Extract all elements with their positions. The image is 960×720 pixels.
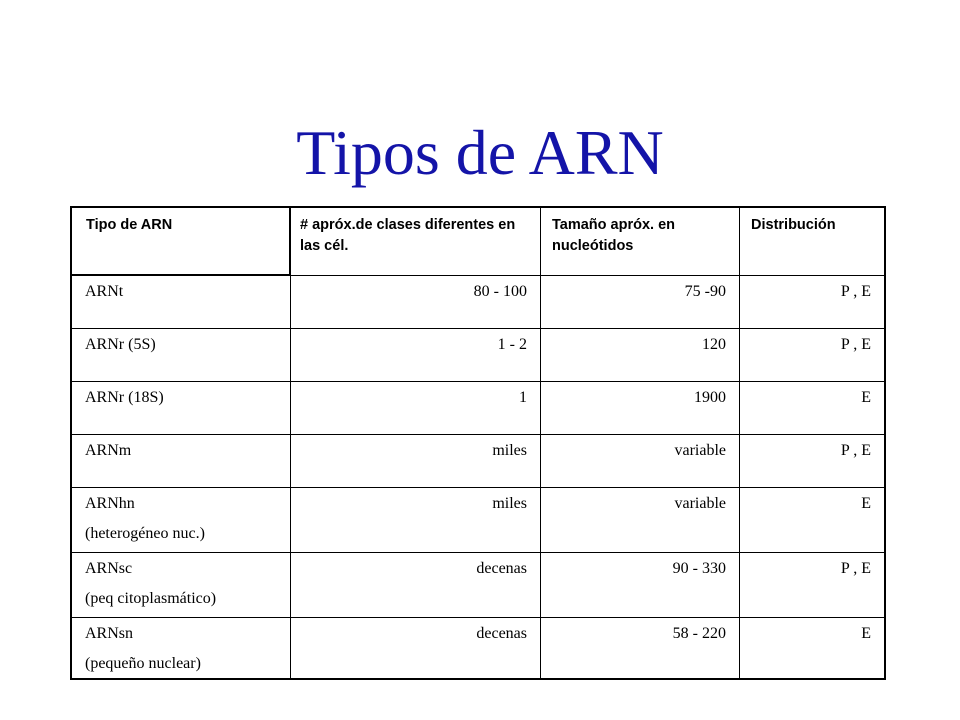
cell-tamano: 120 — [541, 329, 740, 382]
cell-tamano: variable — [541, 488, 740, 553]
cell-tamano: variable — [541, 435, 740, 488]
cell-distribucion: E — [740, 382, 884, 435]
cell-tamano: 58 - 220 — [541, 618, 740, 678]
rna-types-table — [70, 206, 886, 680]
cell-tipo — [72, 382, 291, 435]
tipo-description: (pequeño nuclear) — [85, 655, 201, 672]
tipo-name: ARNsc — [85, 560, 133, 577]
tipo-name: ARNr (18S) — [85, 389, 164, 406]
tipo-name: ARNr (5S) — [85, 336, 156, 353]
header-tamano: Tamaño apróx. en nucleótidos — [541, 208, 740, 276]
tipo-name: ARNsn — [85, 625, 134, 642]
header-clases: # apróx.de clases diferentes en las cél. — [291, 208, 541, 276]
cell-clases: miles — [291, 435, 541, 488]
header-tipo: Tipo de ARN — [72, 208, 291, 276]
cell-clases: 1 - 2 — [291, 329, 541, 382]
cell-distribucion: P , E — [740, 553, 884, 618]
cell-tamano: 1900 — [541, 382, 740, 435]
cell-tipo — [72, 329, 291, 382]
cell-distribucion: P , E — [740, 329, 884, 382]
cell-distribucion: P , E — [740, 435, 884, 488]
tipo-description: (heterogéneo nuc.) — [85, 525, 205, 542]
cell-clases: 1 — [291, 382, 541, 435]
cell-clases: miles — [291, 488, 541, 553]
cell-tamano: 75 -90 — [541, 276, 740, 329]
cell-tipo — [72, 435, 291, 488]
slide-title: Tipos de ARN — [296, 117, 664, 188]
cell-distribucion: P , E — [740, 276, 884, 329]
header-distribucion: Distribución — [740, 208, 884, 276]
cell-clases: decenas — [291, 553, 541, 618]
cell-tipo — [72, 553, 291, 618]
tipo-name: ARNhn — [85, 495, 135, 512]
cell-clases: 80 - 100 — [291, 276, 541, 329]
cell-distribucion: E — [740, 488, 884, 553]
tipo-name: ARNm — [85, 442, 132, 459]
table-grid — [72, 208, 884, 678]
cell-tipo — [72, 488, 291, 553]
cell-tipo — [72, 276, 291, 329]
cell-distribucion: E — [861, 625, 871, 642]
cell-clases: decenas — [291, 618, 541, 678]
cell-tipo — [72, 618, 291, 678]
tipo-name: ARNt — [85, 283, 124, 300]
cell-tamano: 90 - 330 — [541, 553, 740, 618]
tipo-description: (peq citoplasmático) — [85, 590, 217, 607]
